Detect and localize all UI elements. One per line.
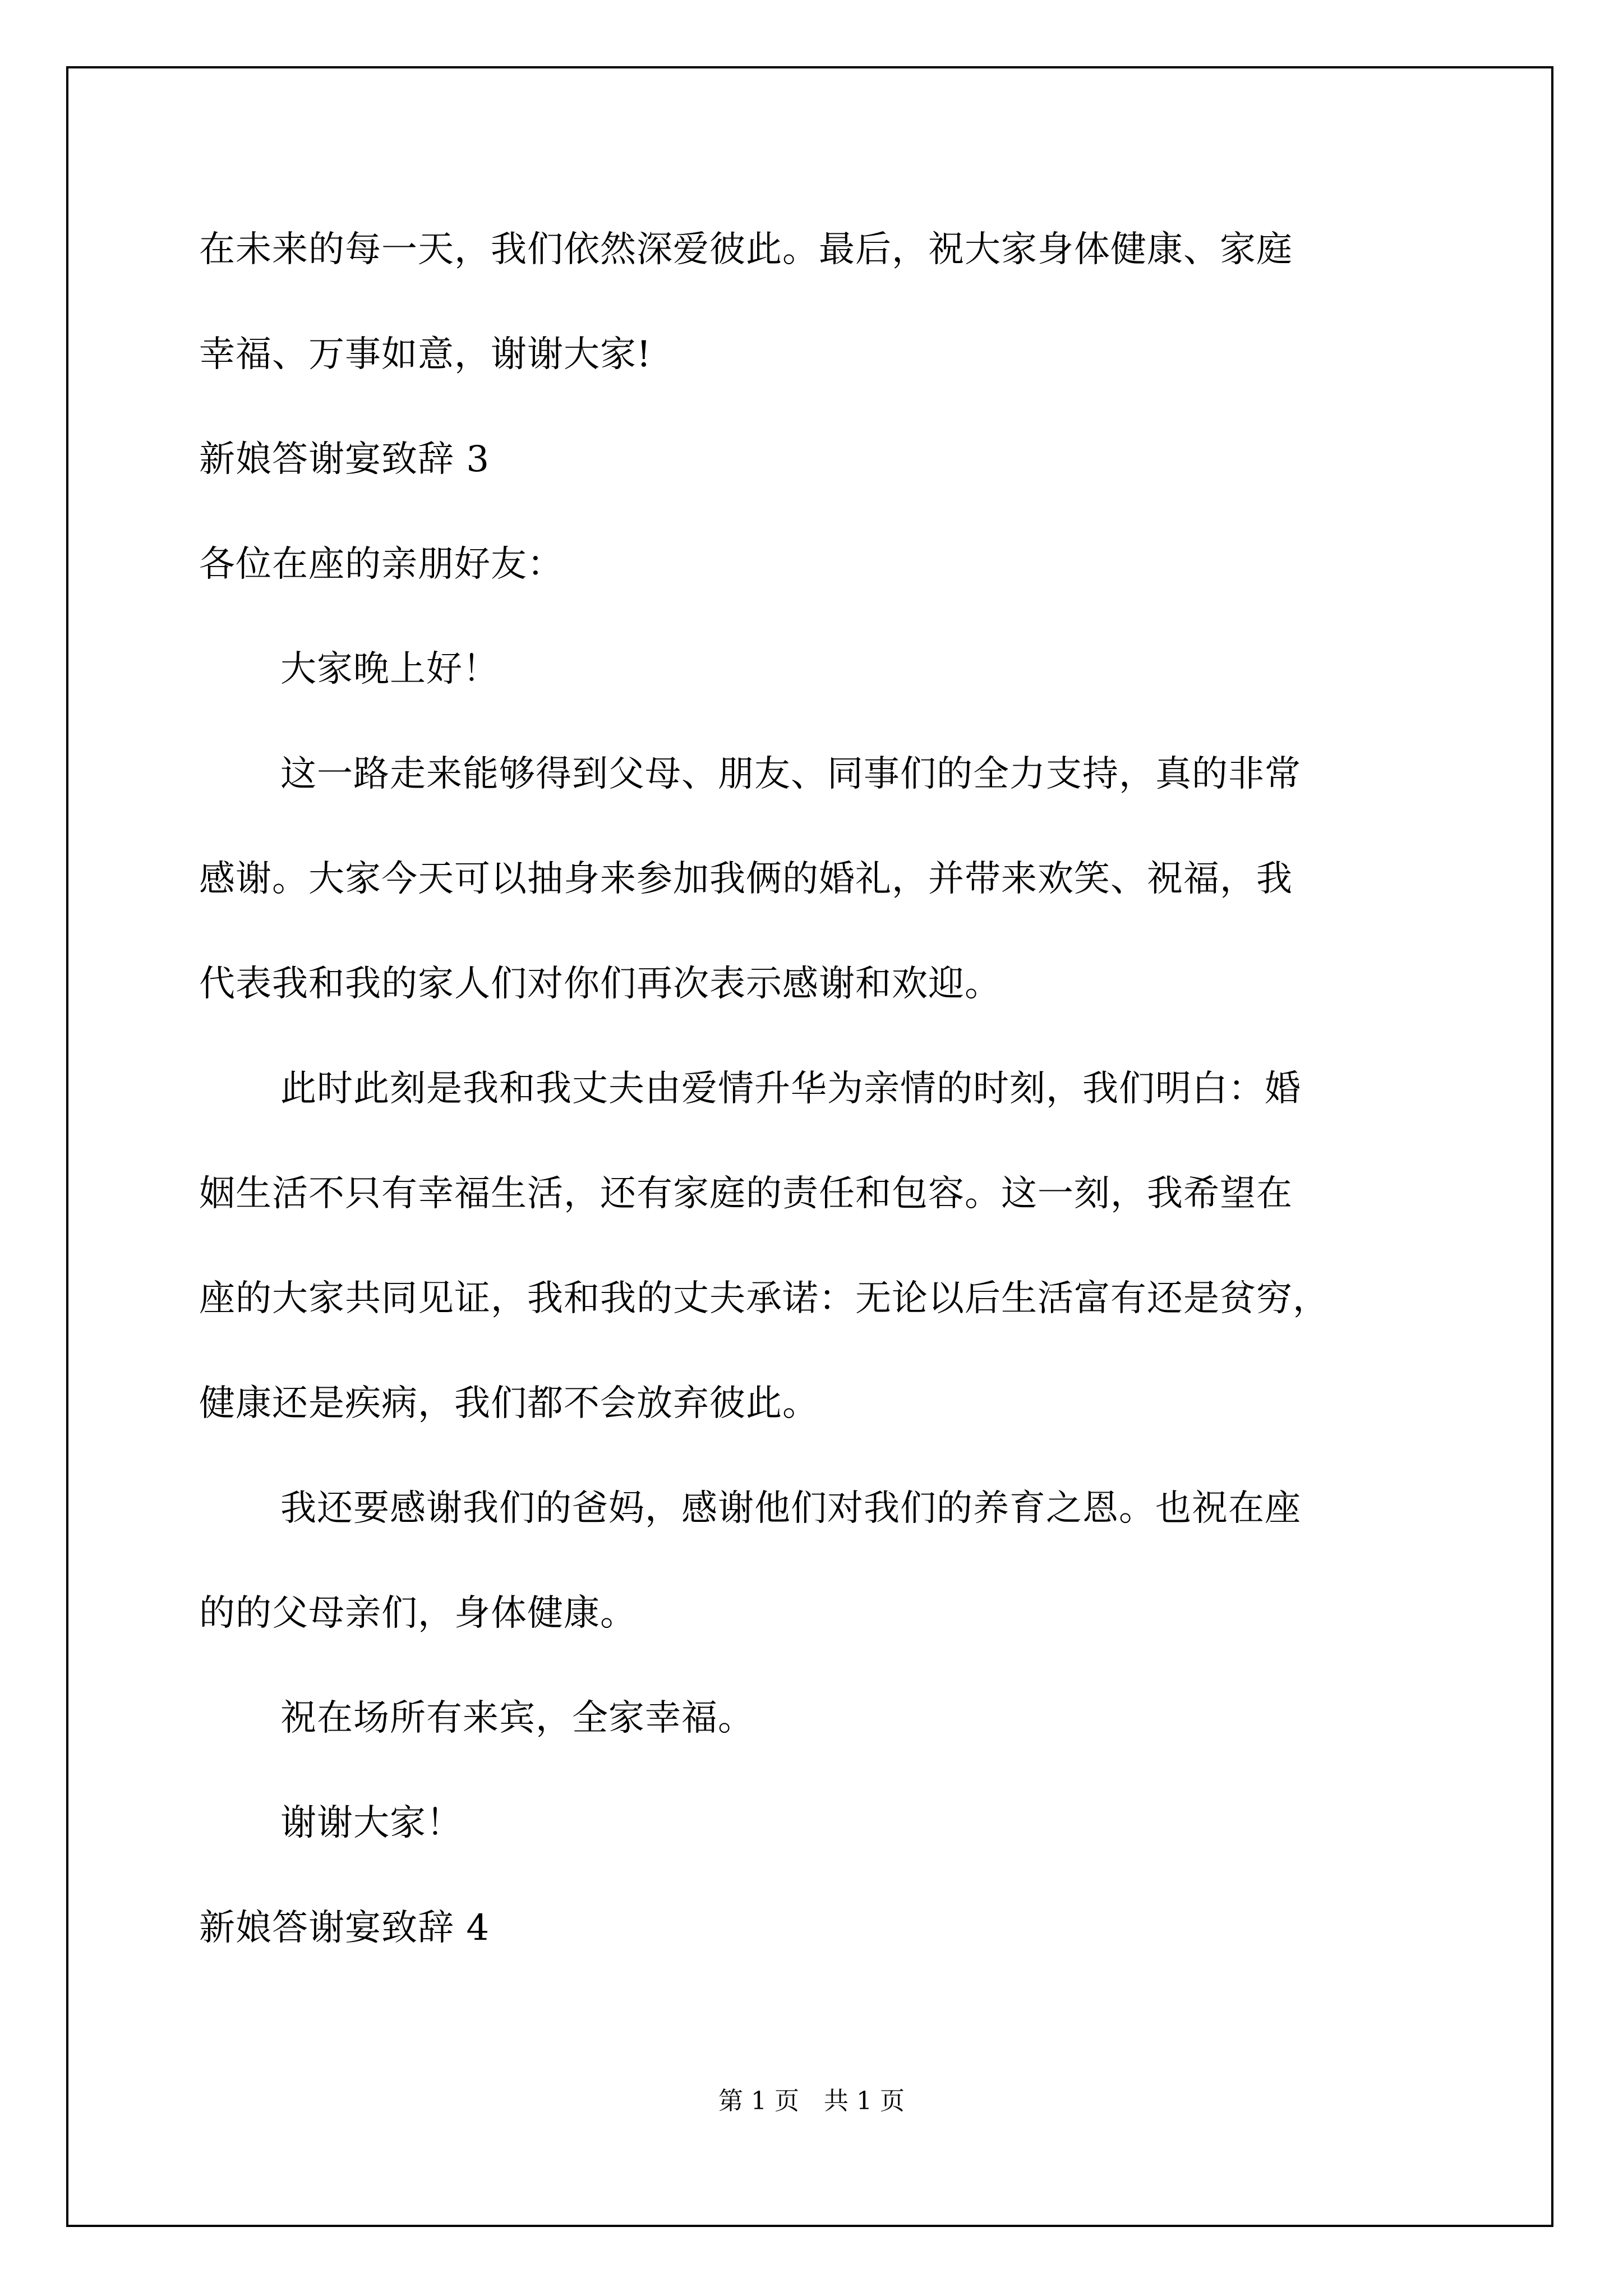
page-number-footer: 第 1 页 共 1 页 <box>718 2087 905 2115</box>
paragraph-line: 我还要感谢我们的爸妈，感谢他们对我们的养育之恩。也祝在座 <box>280 1488 1301 1529</box>
page-border <box>66 66 1553 2227</box>
closing-line: 谢谢大家！ <box>280 1802 463 1844</box>
section-heading: 新娘答谢宴致辞 3 <box>199 439 490 480</box>
paragraph-line: 姻生活不只有幸福生活，还有家庭的责任和包容。这一刻，我希望在 <box>199 1173 1293 1214</box>
paragraph-line: 座的大家共同见证，我和我的丈夫承诺：无论以后生活富有还是贫穷， <box>199 1278 1329 1319</box>
section-heading: 新娘答谢宴致辞 4 <box>199 1907 490 1949</box>
paragraph-line: 在未来的每一天，我们依然深爱彼此。最后，祝大家身体健康、家庭 <box>199 229 1293 270</box>
paragraph-line: 的的父母亲们，身体健康。 <box>199 1593 637 1634</box>
greeting: 大家晚上好！ <box>280 648 499 690</box>
paragraph-line: 此时此刻是我和我丈夫由爱情升华为亲情的时刻，我们明白：婚 <box>280 1068 1301 1110</box>
paragraph-line: 这一路走来能够得到父母、朋友、同事们的全力支持，真的非常 <box>280 753 1301 795</box>
paragraph-line: 代表我和我的家人们对你们再次表示感谢和欢迎。 <box>199 963 1001 1005</box>
salutation: 各位在座的亲朋好友： <box>199 544 564 585</box>
paragraph-line: 幸福、万事如意，谢谢大家! <box>199 334 652 375</box>
paragraph-line: 健康还是疾病，我们都不会放弃彼此。 <box>199 1383 819 1424</box>
paragraph-line: 祝在场所有来宾，全家幸福。 <box>280 1697 754 1739</box>
paragraph-line: 感谢。大家今天可以抽身来参加我俩的婚礼，并带来欢笑、祝福，我 <box>199 858 1293 900</box>
